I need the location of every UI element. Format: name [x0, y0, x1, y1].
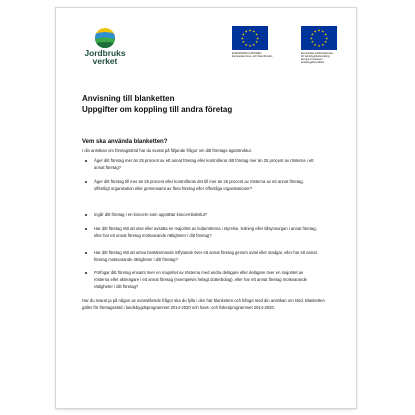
svg-text:★: ★ — [256, 36, 260, 41]
bullet-icon — [85, 160, 87, 162]
footer-paragraph: Har du svarat ja på någon av ovanstående frågor ska du fylla i den här blanketten och bifoga med din ansökan om stöd. Blanketten gäller för företagsstöd i landsbygdsprogrammet 2014-2020 och havs- och fiskeriprogrammet 2014-2020. — [82, 298, 325, 310]
eu-caption-line: Europeiska jordbruksfonden — [301, 52, 334, 55]
list-item — [82, 179, 332, 193]
eu-flag-caption — [301, 52, 337, 64]
svg-text:★: ★ — [324, 40, 328, 45]
list-item — [82, 212, 332, 219]
bullet-icon — [85, 214, 87, 216]
svg-text:★: ★ — [248, 28, 252, 33]
eu-flag-fisheries — [232, 26, 273, 59]
eu-flag-icon — [232, 26, 268, 50]
document-page — [56, 8, 356, 408]
list-item — [82, 226, 332, 240]
svg-text:★: ★ — [317, 43, 321, 48]
svg-text:★: ★ — [244, 29, 248, 34]
svg-text:★: ★ — [252, 42, 256, 47]
logo-text — [80, 49, 130, 65]
eu-flag-icon — [301, 26, 337, 50]
eu-flag-agriculture — [301, 26, 337, 64]
section-heading: Vem ska använda blanketten? — [82, 139, 168, 145]
svg-text:★: ★ — [248, 43, 252, 48]
list-item-text: Har ditt företag rätt att utse eller avsätta en majoritet av ledamöterna i styrelse, ledning eller tillsynsorgan i annat företag, eller har ett annat företag motsvarande rättigheter i ditt företag? — [94, 226, 317, 238]
logo-line-2: verket — [92, 56, 118, 66]
list-item — [82, 270, 332, 290]
svg-text:★: ★ — [244, 42, 248, 47]
eu-caption-line: Europeiska havs- och fiskerifonden — [232, 55, 273, 59]
list-item-text: Har ditt företag rätt att utöva bestämmande inflytande över ett annat företag genom avtal eller stadgar, eller har ett annat företag motsvarande rättigheter i ditt företag? — [94, 250, 317, 262]
svg-text:★: ★ — [241, 32, 245, 37]
eu-caption-line: landsbygdsområden — [301, 61, 325, 65]
eu-caption-line: Europa investerar i — [301, 58, 323, 62]
bullet-icon — [85, 181, 87, 183]
svg-text:★: ★ — [241, 40, 245, 45]
bullet-icon — [85, 272, 87, 274]
svg-text:★: ★ — [321, 42, 325, 47]
document-title: Anvisning till blanketten — [82, 94, 175, 103]
document-subtitle: Uppgifter om koppling till andra företag — [82, 105, 233, 114]
svg-text:★: ★ — [321, 29, 325, 34]
document-title-block — [82, 93, 332, 115]
svg-text:★: ★ — [324, 32, 328, 37]
svg-text:★: ★ — [240, 36, 244, 41]
list-item — [82, 158, 332, 172]
svg-text:★: ★ — [310, 32, 314, 37]
svg-text:★: ★ — [313, 29, 317, 34]
intro-paragraph: I din ansökan om företagsstöd har du svarat på följande frågor om ditt företags ägarstruktur. — [82, 148, 252, 153]
eu-flag-caption — [232, 52, 273, 59]
bullet-icon — [85, 228, 87, 230]
eu-caption-line: för landsbygdsutveckling: — [301, 55, 331, 59]
list-item-text: Äger ditt företag mer än 25 procent av ett annat företag eller kontrollerar ditt företag mer än 25 procent av rösterna i ett annat företag? — [94, 158, 314, 170]
list-item-text: Förfogar ditt företag ensamt över en majoritet av rösterna med andra delägare eller delägare över en majoritet av rösterna eller aktieägare i ett annat företag (exempelvis helägt dotterbolag), eller har ett annat företag motsvarande rättigheter i ditt företag? — [94, 270, 307, 289]
svg-text:★: ★ — [317, 28, 321, 33]
logo-line-1: Jordbruks — [84, 48, 126, 58]
svg-text:★: ★ — [309, 36, 313, 41]
svg-text:★: ★ — [325, 36, 329, 41]
jordbruksverket-logo — [80, 26, 130, 65]
svg-text:★: ★ — [252, 29, 256, 34]
svg-text:★: ★ — [313, 42, 317, 47]
svg-text:★: ★ — [255, 40, 259, 45]
list-item — [82, 250, 332, 264]
list-item-text: Äger ditt företag till mer än 25 procent eller kontrolleras det till mer än 25 procent av rösterna av ett annat företag, offentligt organisation eller gemensamt av flera företag eller offentliga organisationer? — [94, 179, 304, 191]
svg-text:★: ★ — [310, 40, 314, 45]
bullet-icon — [85, 252, 87, 254]
list-item-text: Ingår ditt företag i en koncern som upprättar koncernbokslut? — [94, 212, 208, 217]
eu-caption-line: EUROPEISKA UNIONEN — [232, 52, 262, 55]
logo-emblem-icon — [92, 26, 118, 48]
svg-text:★: ★ — [255, 32, 259, 37]
